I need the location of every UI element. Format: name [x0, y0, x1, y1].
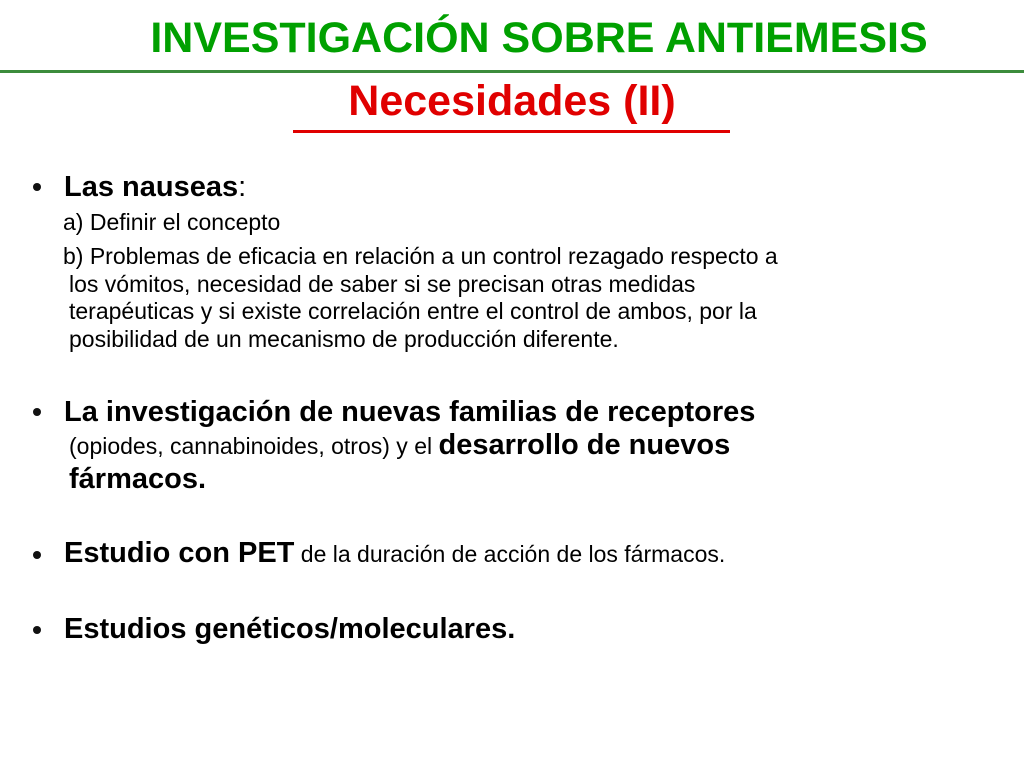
- bullet-1-head: Las nauseas: [64, 171, 239, 203]
- bullet-2-bold-text: desarrollo de nuevos: [438, 429, 731, 461]
- bullet-dot-2: [33, 408, 41, 416]
- bullet-1-item-b-line-1: b) Problemas de eficacia en relación a un control rezagado respecto a: [63, 243, 778, 269]
- bullet-1-item-b-line-2: los vómitos, necesidad de saber si se precisan otras medidas: [69, 271, 696, 297]
- bullet-3-bold: Estudio con PET: [64, 537, 295, 569]
- bullet-2-line-1: [64, 395, 755, 429]
- bullet-dot-1: [33, 183, 41, 191]
- bullet-4-line: [64, 612, 515, 646]
- bullet-2-tail: fármacos.: [69, 463, 207, 495]
- bullet-1-heading: [64, 170, 246, 204]
- bullet-1-item-a: a) Definir el concepto: [63, 209, 281, 235]
- bullet-1-item-b-line-3: terapéuticas y si existe correlación entre el control de ambos, por la: [69, 298, 757, 324]
- bullet-3-line: [64, 536, 725, 575]
- subtitle-underline: [293, 130, 730, 133]
- bullet-3-normal: de la duración de acción de los fármacos.: [294, 541, 726, 567]
- bullet-dot-4: [33, 626, 41, 634]
- bullet-dot-3: [33, 551, 41, 559]
- bullet-1-item-b-line-4: posibilidad de un mecanismo de producción diferente.: [69, 326, 619, 352]
- bullet-2-line-3: [69, 462, 206, 496]
- slide-title: INVESTIGACIÓN SOBRE ANTIEMESIS: [150, 14, 928, 62]
- title-divider: [0, 70, 1024, 73]
- bullet-2-normal-text: (opiodes, cannabinoides, otros) y el: [69, 433, 439, 459]
- bullet-1-colon: :: [238, 171, 247, 203]
- bullet-4-bold: Estudios genéticos/moleculares.: [64, 613, 516, 645]
- bullet-2-head: La investigación de nuevas familias de receptores: [64, 396, 756, 428]
- slide-subtitle: Necesidades (II): [348, 77, 676, 125]
